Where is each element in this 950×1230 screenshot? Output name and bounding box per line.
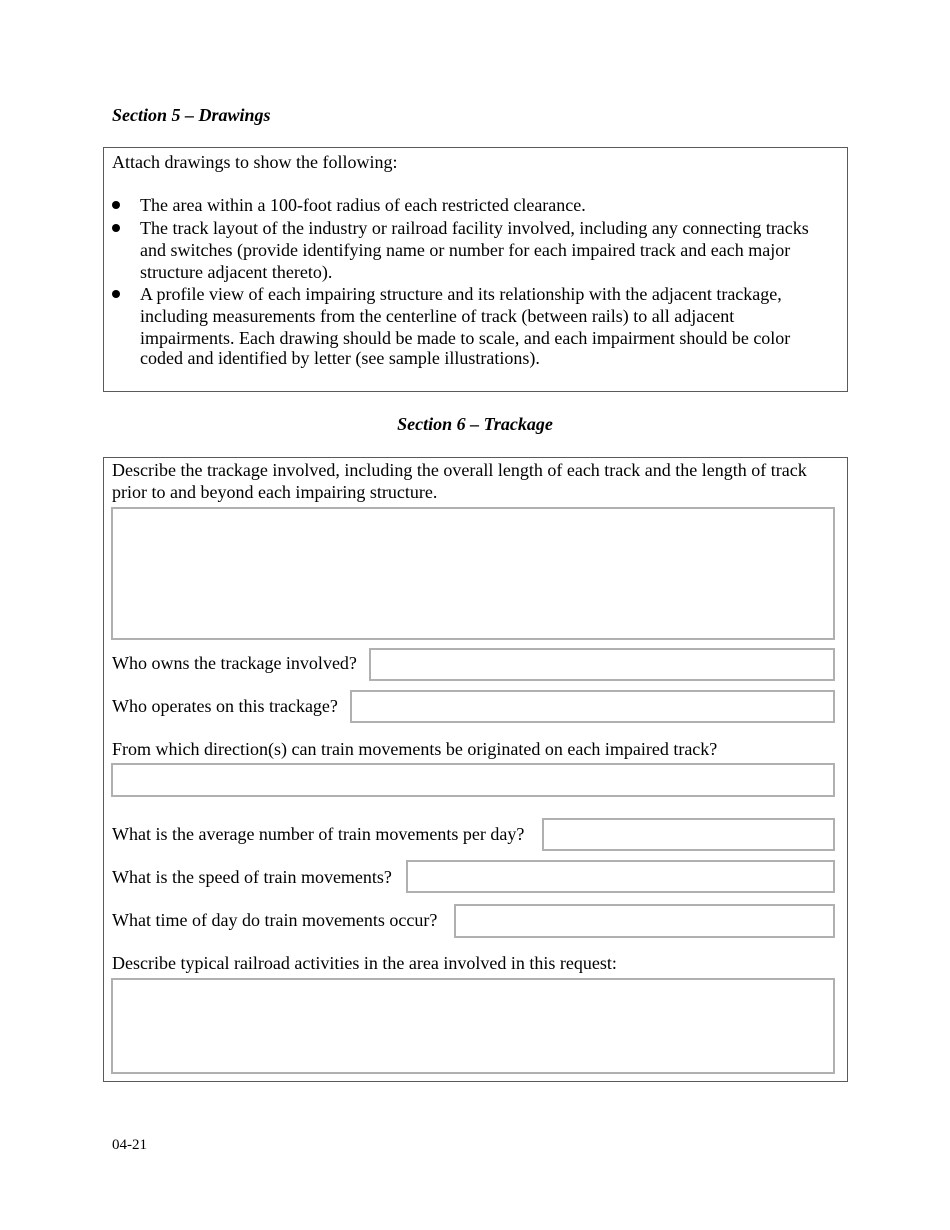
section6-title: Section 6 – Trackage <box>397 414 553 434</box>
average-movements-label: What is the average number of train movements per day? <box>112 824 525 844</box>
bullet3-line1: A profile view of each impairing structure and its relationship with the adjacent trackage, <box>140 284 782 304</box>
bullet2-line3: structure adjacent thereto). <box>140 262 333 282</box>
owner-input[interactable] <box>369 648 835 681</box>
time-of-day-label: What time of day do train movements occur? <box>112 910 438 930</box>
section5-intro: Attach drawings to show the following: <box>112 152 398 172</box>
operator-input[interactable] <box>350 690 835 723</box>
describe-line1: Describe the trackage involved, including the overall length of each track and the length of track <box>112 460 807 480</box>
speed-label: What is the speed of train movements? <box>112 867 392 887</box>
average-movements-input[interactable] <box>542 818 835 851</box>
describe-line2: prior to and beyond each impairing structure. <box>112 482 438 502</box>
operator-label: Who operates on this trackage? <box>112 696 338 716</box>
direction-label: From which direction(s) can train movements be originated on each impaired track? <box>112 739 718 759</box>
bullet2-line2: and switches (provide identifying name or number for each impaired track and each major <box>140 240 791 260</box>
activities-field[interactable] <box>111 978 835 1074</box>
section5-title: Section 5 – Drawings <box>112 105 271 125</box>
trackage-description-field[interactable] <box>111 507 835 640</box>
owner-label: Who owns the trackage involved? <box>112 653 357 673</box>
bullet2-line1: The track layout of the industry or railroad facility involved, including any connecting tracks <box>140 218 809 238</box>
time-of-day-input[interactable] <box>454 904 835 938</box>
bullet1-line1: The area within a 100-foot radius of each restricted clearance. <box>140 195 586 215</box>
activities-label: Describe typical railroad activities in the area involved in this request: <box>112 953 617 973</box>
direction-input[interactable] <box>111 763 835 797</box>
bullet-icon <box>112 290 120 298</box>
speed-input[interactable] <box>406 860 835 893</box>
bullet3-line3: impairments. Each drawing should be made to scale, and each impairment should be color <box>140 328 791 348</box>
form-code: 04-21 <box>112 1137 147 1153</box>
bullet-icon <box>112 224 120 232</box>
bullet-icon <box>112 201 120 209</box>
bullet3-line2: including measurements from the centerline of track (between rails) to all adjacent <box>140 306 735 326</box>
bullet3-line4: coded and identified by letter (see sample illustrations). <box>140 348 540 368</box>
